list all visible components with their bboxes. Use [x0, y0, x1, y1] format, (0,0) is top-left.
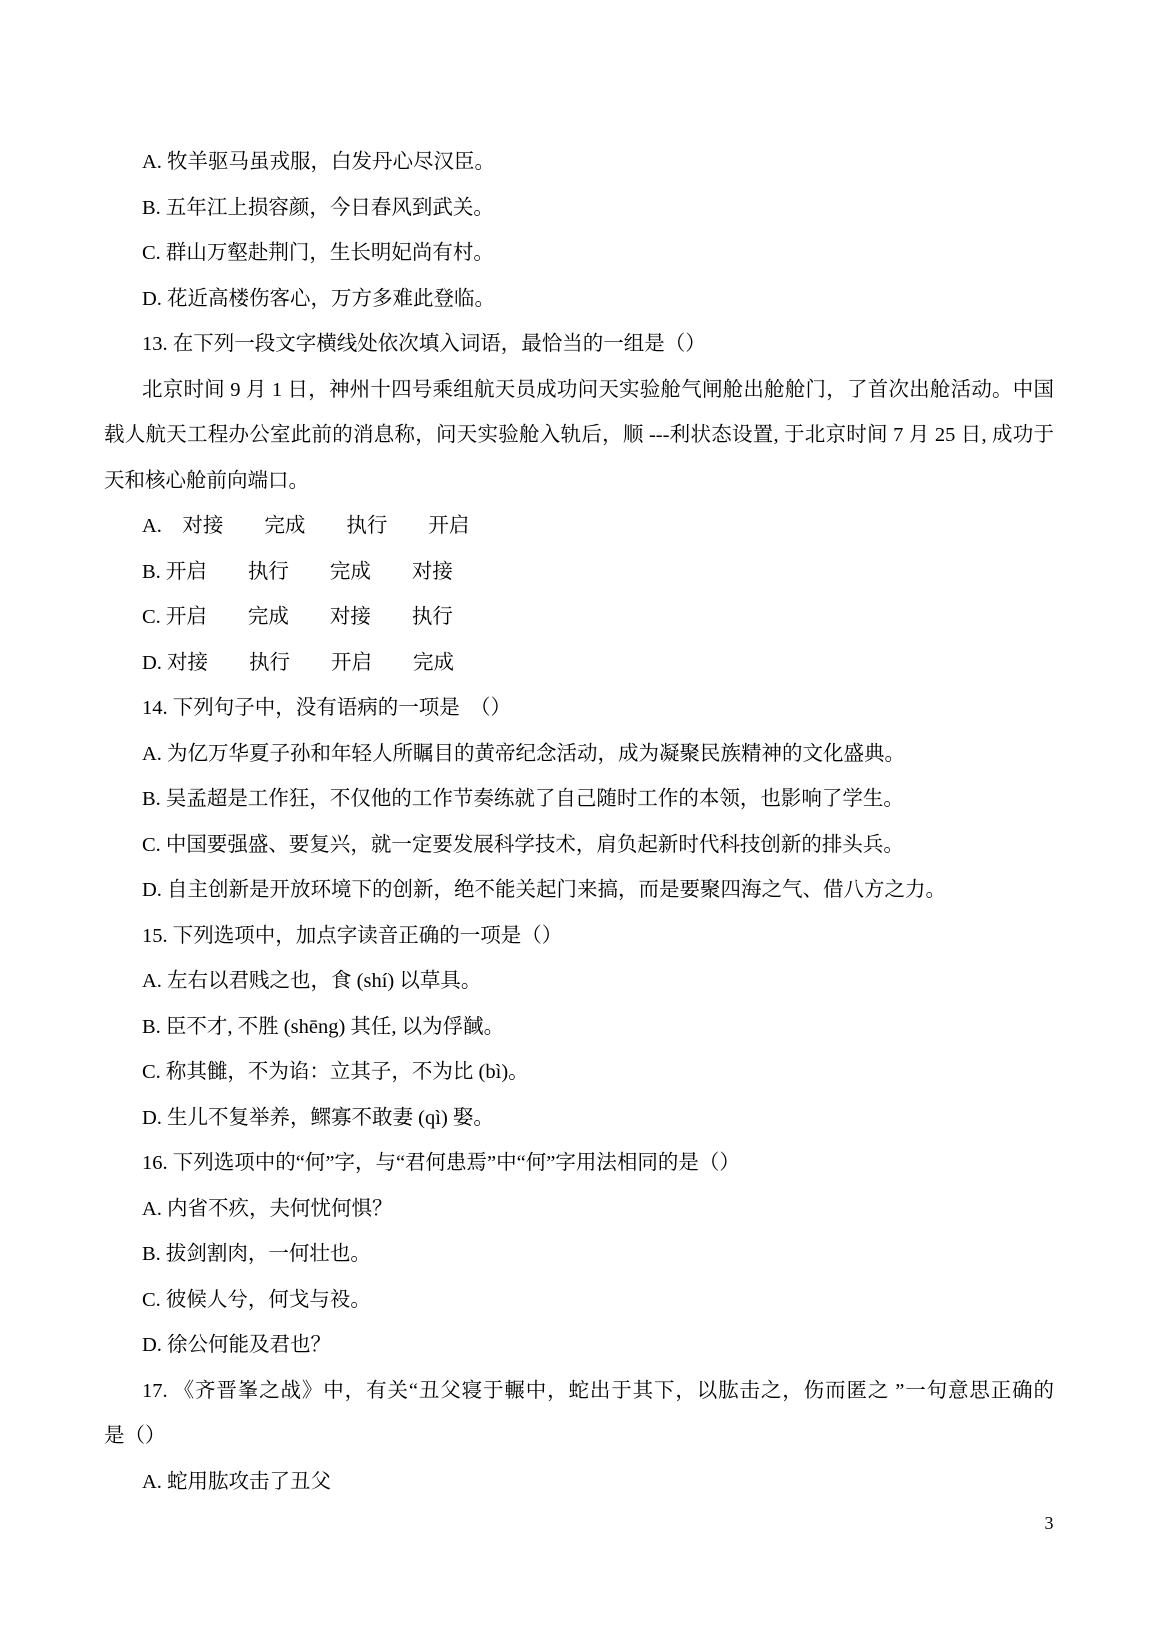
q13-passage-line: 北京时间 9 月 1 日，神州十四号乘组航天员成功问天实验舱气闸舱出舱舱门，了首次出舱活动。中国: [142, 378, 1054, 401]
q16-option-c: C. 彼候人兮，何戈与祋。: [142, 1288, 371, 1311]
q17-option-a: A. 蛇用肱攻击了丑父: [142, 1470, 332, 1493]
q13-passage-line: 载人航天工程办公室此前的消息称，问天实验舱入轨后，顺 ---利状态设置, 于北京时间 7 月 25 日, 成功于: [104, 424, 1054, 446]
page-number: 3: [1044, 1513, 1054, 1533]
q16-option-b: B. 拔剑割肉，一何壮也。: [142, 1243, 371, 1265]
q13-stem: 13. 在下列一段文字横线处依次填入词语，最恰当的一组是（）: [142, 333, 706, 355]
q12-option-b: B. 五年江上损容颜，今日春风到武关。: [142, 196, 494, 219]
q16-option-a: A. 内省不疚，夫何忧何惧？: [142, 1197, 393, 1220]
q17-stem-line: 是（）: [104, 1425, 166, 1447]
q14-option-d: D. 自主创新是开放环境下的创新，绝不能关起门来搞，而是要聚四海之气、借八方之力。: [142, 879, 947, 901]
q14-stem: 14. 下列句子中，没有语病的一项是 （）: [142, 697, 511, 719]
q13-option-c: C. 开启 完成 对接 执行: [142, 606, 453, 628]
q14-option-a: A. 为亿万华夏子孙和年轻人所瞩目的黄帝纪念活动，成为凝聚民族精神的文化盛典。: [142, 742, 906, 765]
q15-option-a: A. 左右以君贱之也，食 (shí) 以草具。: [142, 970, 482, 992]
q13-option-a: A. 对接 完成 执行 开启: [142, 515, 470, 537]
q13-option-b: B. 开启 执行 完成 对接: [142, 560, 453, 583]
q16-stem: 16. 下列选项中的“何”字，与“君何患焉”中“何”字用法相同的是（）: [142, 1152, 740, 1174]
q15-stem: 15. 下列选项中，加点字读音正确的一项是（）: [142, 924, 563, 947]
q14-option-b: B. 吴孟超是工作狂，不仅他的工作节奏练就了自己随时工作的本领，也影响了学生。: [142, 788, 904, 810]
q13-option-d: D. 对接 执行 开启 完成: [142, 651, 455, 674]
q14-option-c: C. 中国要强盛、要复兴，就一定要发展科学技术，肩负起新时代科技创新的排头兵。: [142, 833, 904, 856]
q17-stem-line: 17. 《齐晋峯之战》中，有关“丑父寝于輾中，蛇出于其下，以肱击之，伤而匿之 ”一句意思正确的: [142, 1379, 1054, 1402]
q15-option-b: B. 臣不才, 不胜 (shēng) 其任, 以为俘馘。: [142, 1015, 505, 1038]
q15-option-c: C. 称其雠，不为谄：立其子，不为比 (bì)。: [142, 1061, 529, 1083]
document-content: [104, 140, 1054, 1505]
q16-option-d: D. 徐公何能及君也？: [142, 1334, 332, 1356]
q12-option-d: D. 花近高楼伤客心，万方多难此登临。: [142, 287, 496, 310]
q15-option-d: D. 生儿不复举养，鳏寡不敢妻 (qì) 娶。: [142, 1106, 494, 1129]
q12-option-c: C. 群山万壑赴荆门，生长明妃尚有村。: [142, 242, 494, 264]
q13-passage-line: 天和核心舱前向端口。: [104, 469, 309, 492]
q12-option-a: A. 牧羊驱马虽戎服，白发丹心尽汉臣。: [142, 151, 496, 173]
